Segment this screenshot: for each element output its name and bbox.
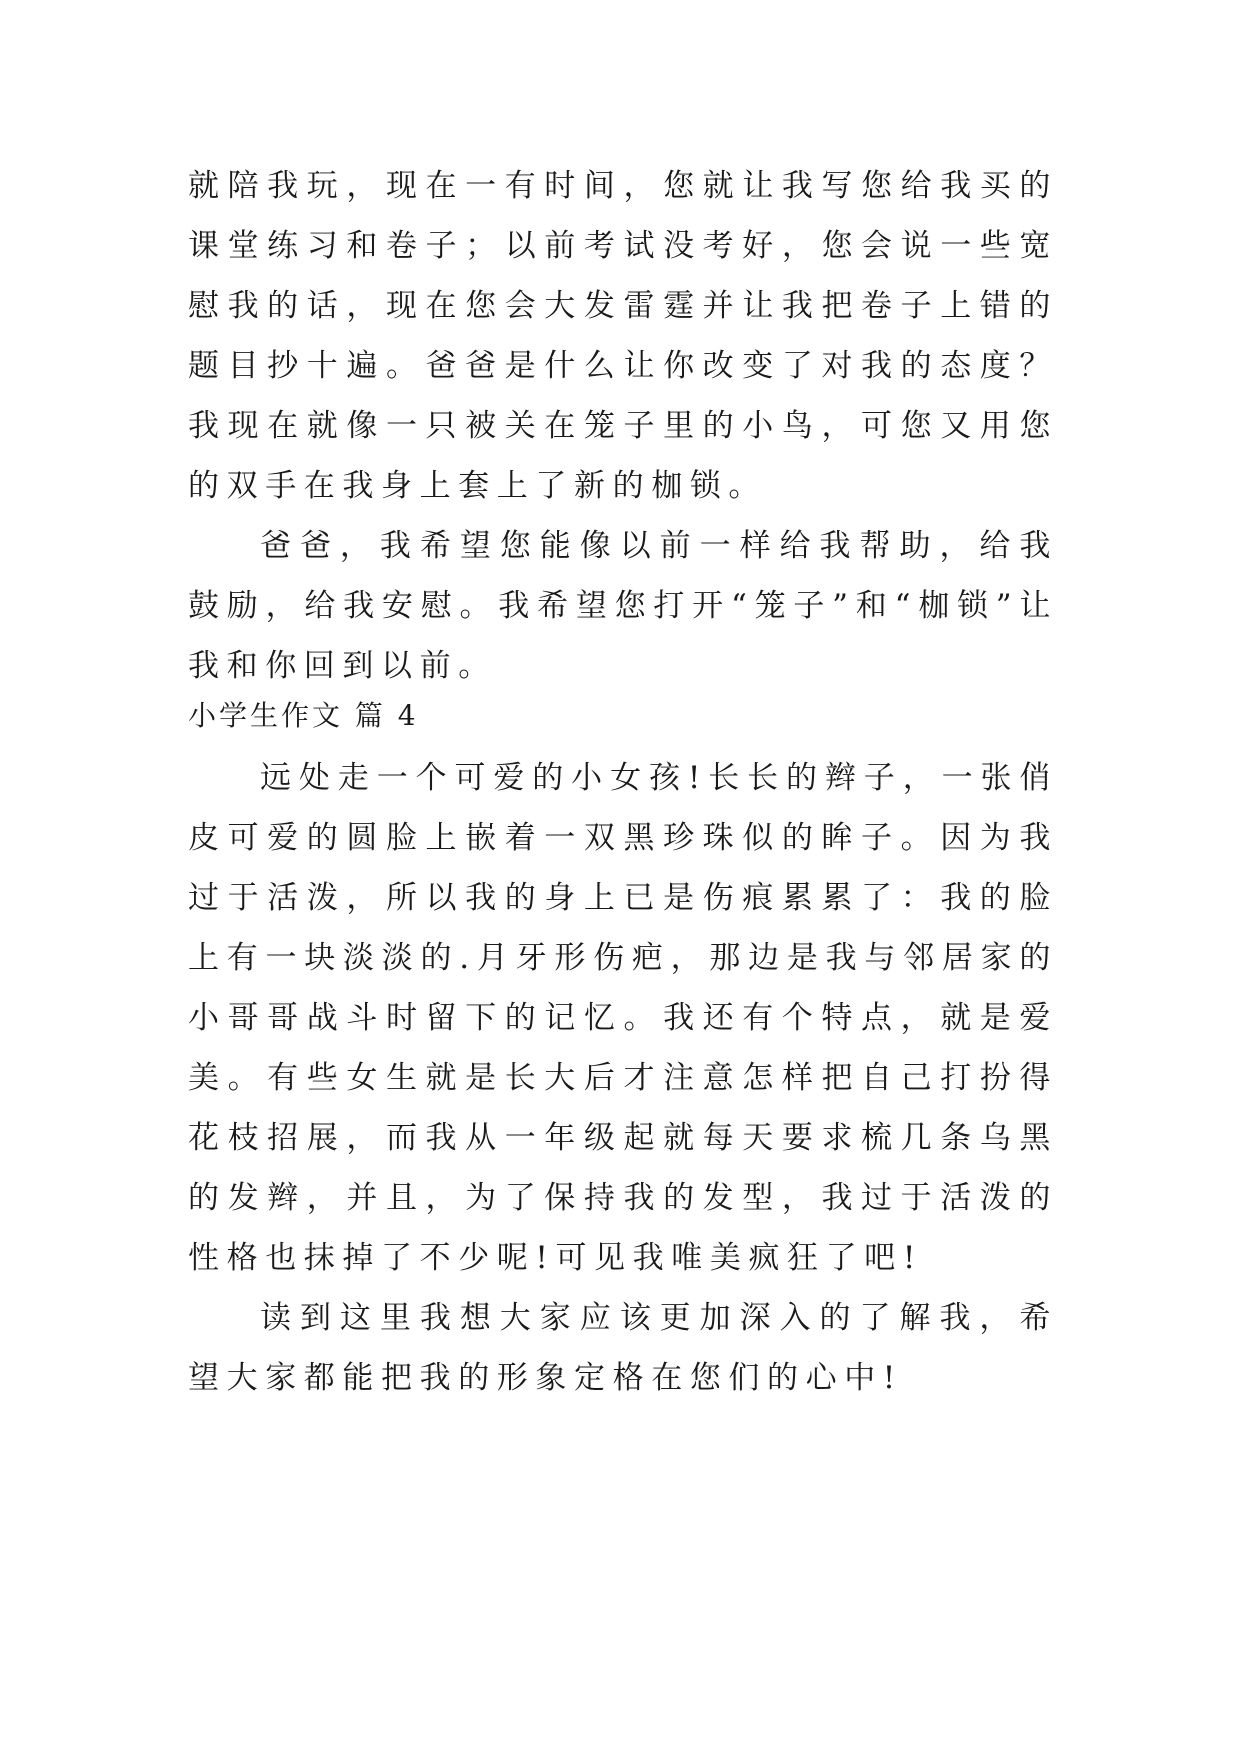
previous-essay-continuation bbox=[188, 156, 1058, 696]
essay-paragraph-closing: 读到这里我想大家应该更加深入的了解我，希望大家都能把我的形象定格在您们的心中! bbox=[188, 1300, 1058, 1396]
essay-paragraph: 远处走一个可爱的小女孩!长长的辫子，一张俏皮可爱的圆脸上嵌着一双黑珍珠似的眸子。因为我过于活泼，所以我的身上已是伤痕累累了：我的脸上有一块淡淡的.月牙形伤疤，那边是我与邻居家的小哥哥战斗时留下的记忆。我还有个特点，就是爱美。有些女生就是长大后才注意怎样把自己打扮得花枝招展，而我从一年级起就每天要求梳几条乌黑的发辫，并且，为了保持我的发型，我过于活泼的性格也抹掉了不少呢!可见我唯美疯狂了吧! bbox=[188, 760, 1058, 1276]
essay-body bbox=[188, 748, 1058, 1408]
paragraph-continued: 就陪我玩，现在一有时间，您就让我写您给我买的课堂练习和卷子；以前考试没考好，您会说一些宽慰我的话，现在您会大发雷霆并让我把卷子上错的题目抄十遍。爸爸是什么让你改变了对我的态度？我现在就像一只被关在笼子里的小鸟，可您又用您的双手在我身上套上了新的枷锁。 bbox=[188, 168, 1058, 504]
paragraph-closing: 爸爸，我希望您能像以前一样给我帮助，给我鼓励，给我安慰。我希望您打开“笼子”和“枷锁”让我和你回到以前。 bbox=[188, 528, 1058, 684]
section-heading: 小学生作文 篇 4 bbox=[188, 699, 419, 732]
